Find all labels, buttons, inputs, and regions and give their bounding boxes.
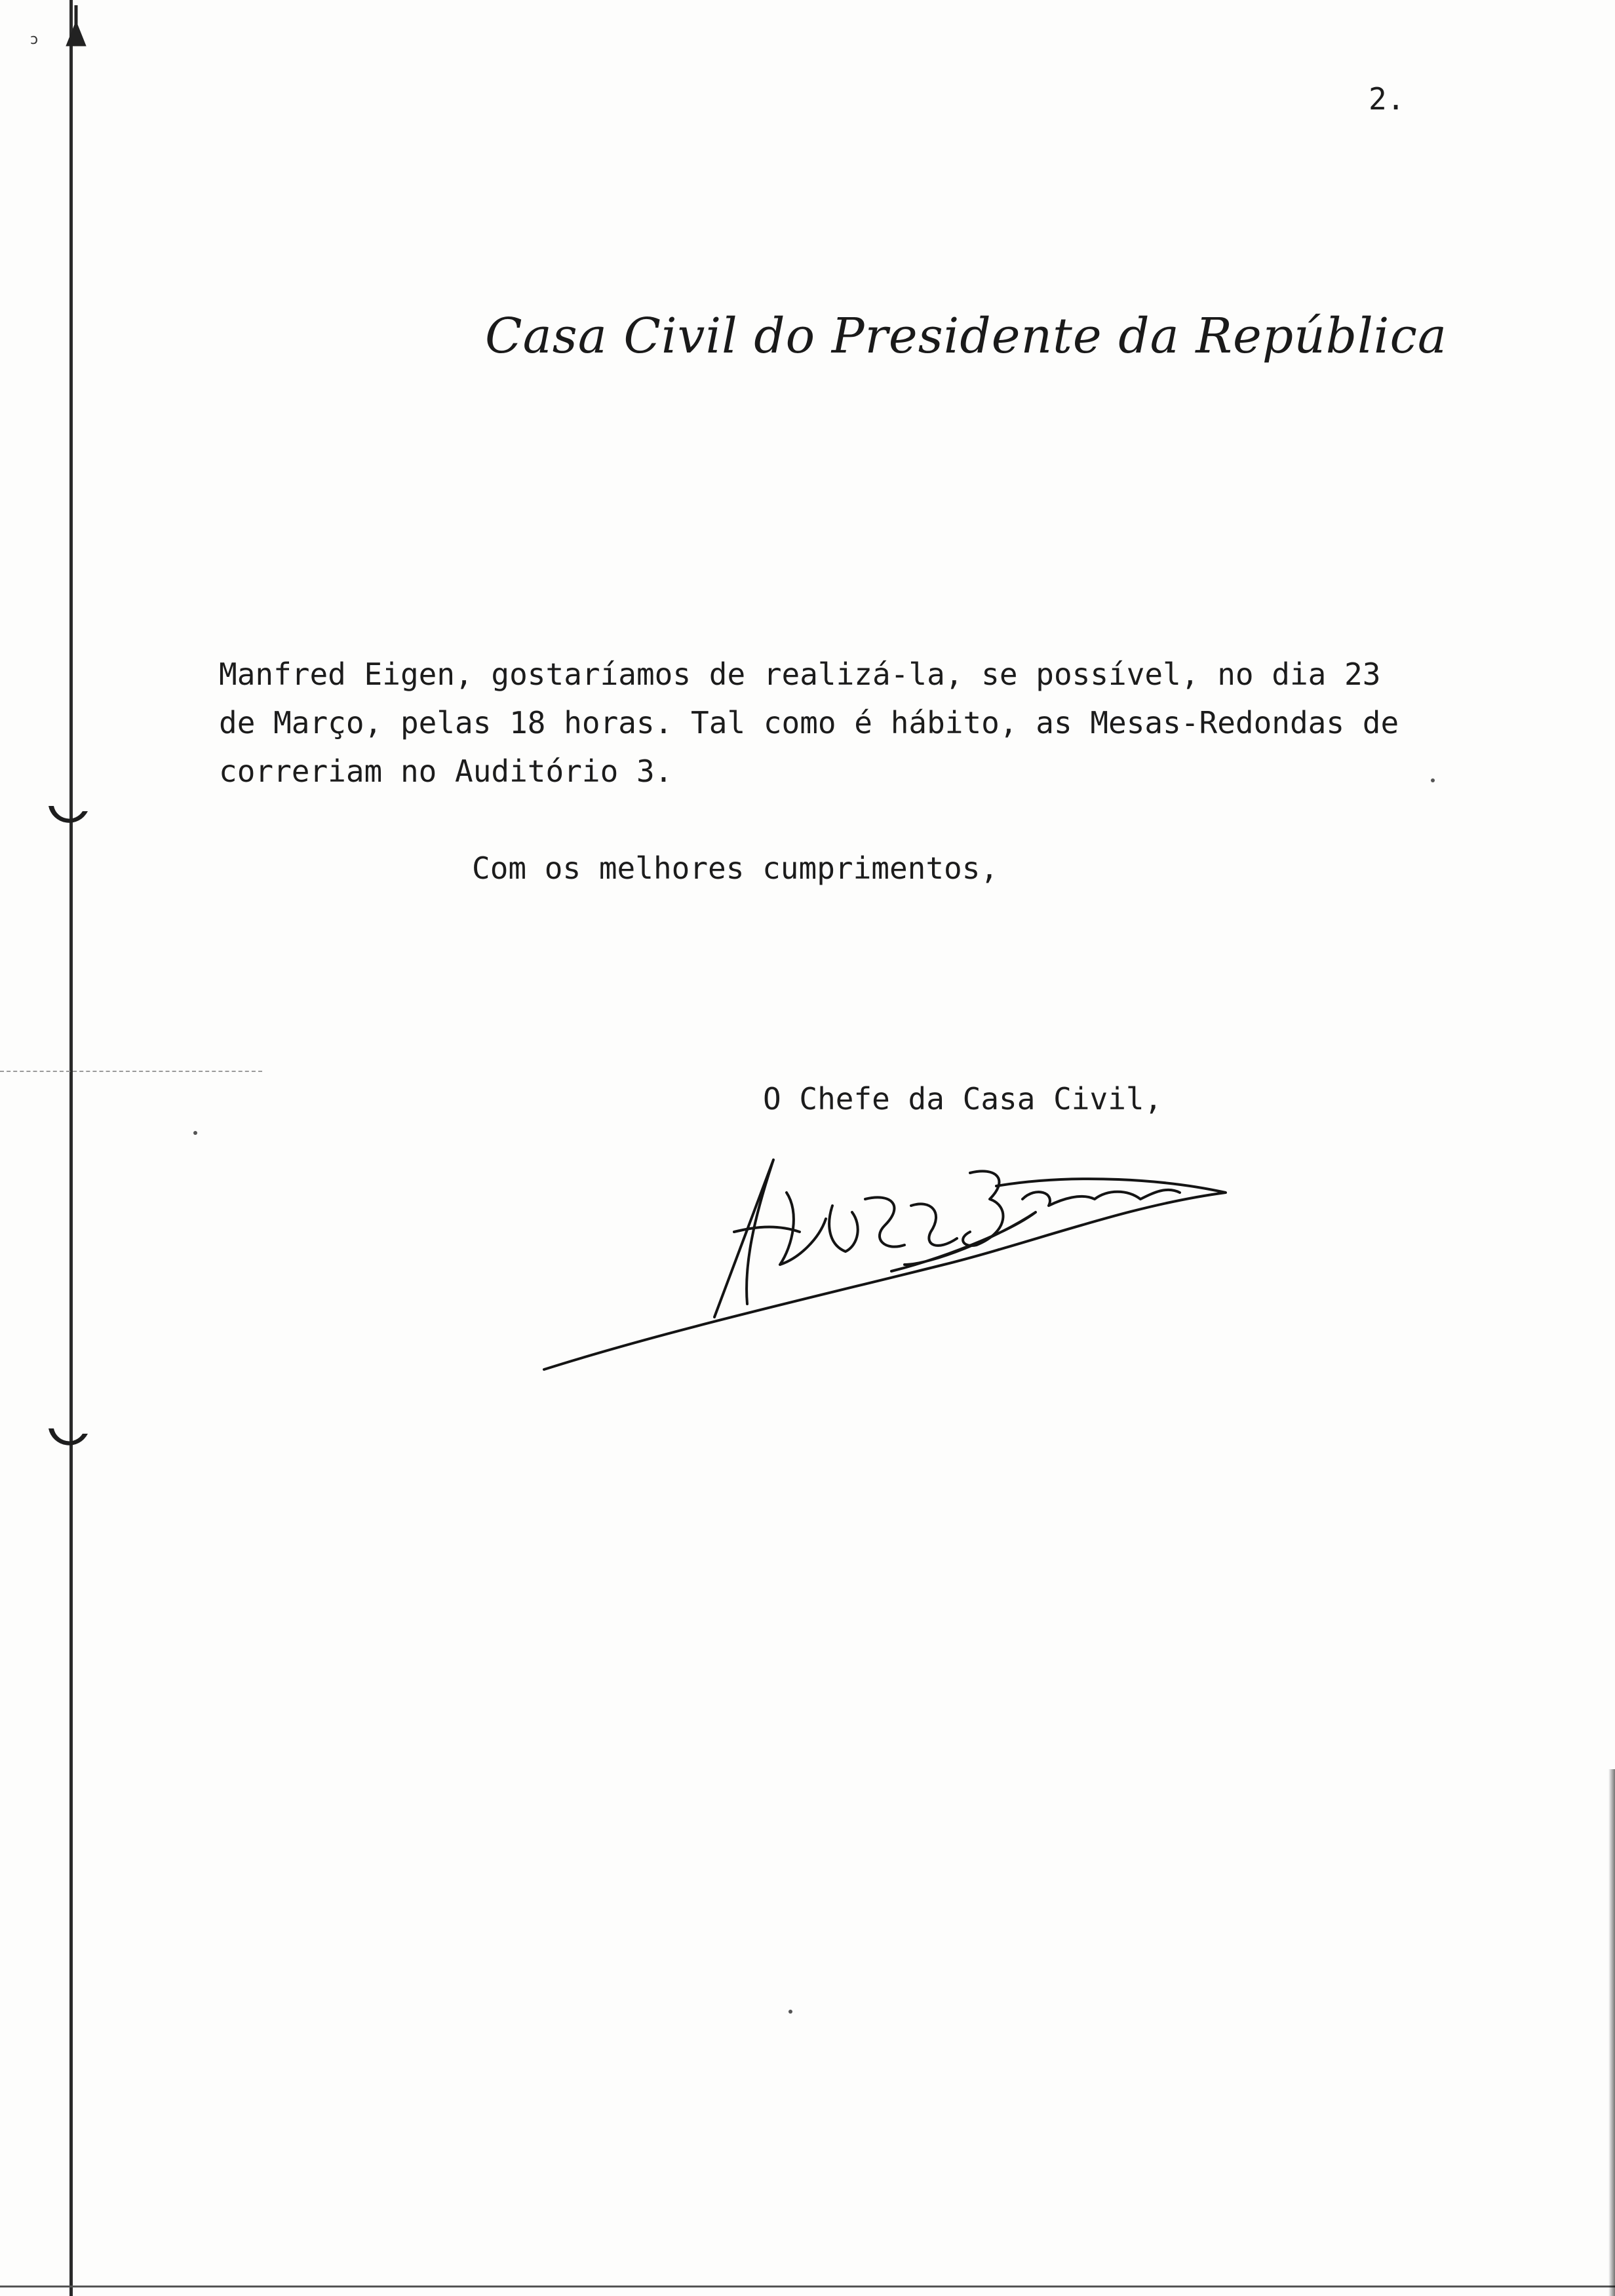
body-line: Manfred Eigen, gostaríamos de realizá-la, se possível, no dia 23 (219, 657, 1381, 692)
body-paragraph (219, 650, 1399, 795)
scan-dashed-line (0, 1071, 262, 1072)
top-clip-icon (63, 5, 89, 58)
body-line: correriam no Auditório 3. (219, 754, 673, 789)
binding-edge-line (69, 0, 73, 2296)
closing-salutation: Com os melhores cumprimentos, (472, 851, 999, 886)
speck (788, 2010, 792, 2014)
bottom-edge-line (0, 2286, 1615, 2287)
speck (193, 1131, 197, 1135)
punch-hole-icon (42, 1415, 94, 1468)
body-line: de Março, pelas 18 horas. Tal como é hábito, as Mesas-Redondas de (219, 705, 1399, 740)
signatory-title: O Chefe da Casa Civil, (763, 1081, 1163, 1117)
right-edge-shadow (1608, 1769, 1615, 2296)
letterhead: Casa Civil do Presidente da República (485, 308, 1448, 364)
punch-hole-icon (42, 793, 94, 845)
speck (1431, 778, 1435, 782)
page-number: 2. (1369, 81, 1405, 117)
margin-mark: ↄ (30, 31, 39, 48)
handwritten-signature (537, 1134, 1232, 1383)
